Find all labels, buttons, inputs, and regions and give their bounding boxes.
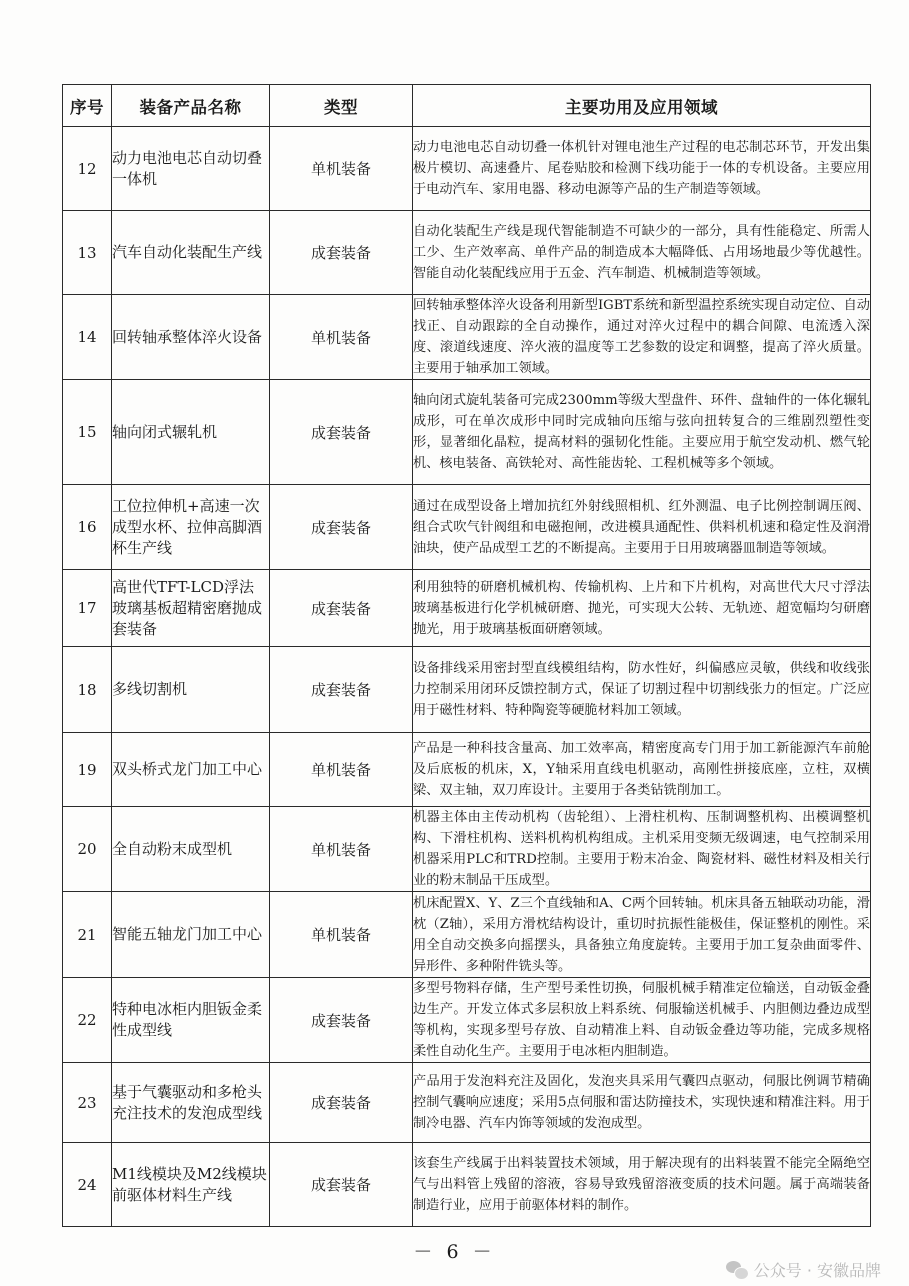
page-number: － 6 － <box>413 1241 496 1263</box>
row-description: 设备排线采用密封型直线模组结构，防水性好，纠偏感应灵敏，供线和收线张力控制采用闭环反馈控制方式，保证了切割过程中切割线张力的恒定。广泛应用于磁性材料、特种陶瓷等硬脆材料加工领域。 <box>413 647 871 733</box>
equipment-table <box>62 84 871 1227</box>
table-row <box>63 211 871 295</box>
watermark <box>726 1258 881 1281</box>
row-product-name: 双头桥式龙门加工中心 <box>112 733 270 807</box>
row-number: 12 <box>63 127 112 211</box>
row-product-name: 基于气囊驱动和多枪头充注技术的发泡成型线 <box>112 1063 270 1143</box>
row-product-name: 特种电冰柜内胆钣金柔性成型线 <box>112 978 270 1063</box>
row-type: 单机装备 <box>270 807 413 892</box>
row-product-name: 回转轴承整体淬火设备 <box>112 295 270 380</box>
row-number: 18 <box>63 647 112 733</box>
row-number: 13 <box>63 211 112 295</box>
header-no: 序号 <box>63 85 112 127</box>
row-product-name: 汽车自动化装配生产线 <box>112 211 270 295</box>
row-number: 20 <box>63 807 112 892</box>
table-row <box>63 1063 871 1143</box>
row-product-name: M1线模块及M2线模块前驱体材料生产线 <box>112 1143 270 1227</box>
row-number: 19 <box>63 733 112 807</box>
row-description: 动力电池电芯自动切叠一体机针对锂电池生产过程的电芯制芯环节，开发出集极片模切、高速叠片、尾卷贴胶和检测下线功能于一体的专机设备。主要应用于电动汽车、家用电器、移动电源等产品的生产制造等领域。 <box>413 127 871 211</box>
row-product-name: 轴向闭式辗轧机 <box>112 380 270 485</box>
table-row <box>63 892 871 978</box>
table-row <box>63 807 871 892</box>
row-number: 21 <box>63 892 112 978</box>
row-type: 单机装备 <box>270 733 413 807</box>
row-type: 成套装备 <box>270 570 413 647</box>
row-description: 回转轴承整体淬火设备利用新型IGBT系统和新型温控系统实现自动定位、自动找正、自动跟踪的全自动操作，通过对淬火过程中的耦合间隙、电流透入深度、滚道线速度、淬火液的温度等工艺参数的设定和调整，提高了淬火质量。主要用于轴承加工领域。 <box>413 295 871 380</box>
header-desc: 主要功用及应用领域 <box>413 85 871 127</box>
row-description: 该套生产线属于出料装置技术领域，用于解决现有的出料装置不能完全隔绝空气与出料管上残留的溶液，容易导致残留溶液变质的技术问题。属于高端装备制造行业，应用于前驱体材料的制作。 <box>413 1143 871 1227</box>
row-description: 通过在成型设备上增加抗红外射线照相机、红外测温、电子比例控制调压阀、组合式吹气针阀组和电磁抱闸，改进模具通配性、供料机机速和稳定性及润滑油块，使产品成型工艺的不断提高。主要用于日用玻璃器皿制造等领域。 <box>413 485 871 570</box>
row-description: 利用独特的研磨机械机构、传输机构、上片和下片机构，对高世代大尺寸浮法玻璃基板进行化学机械研磨、抛光，可实现大公转、无轨迹、超宽幅均匀研磨抛光，用于玻璃基板面研磨领域。 <box>413 570 871 647</box>
row-type: 成套装备 <box>270 978 413 1063</box>
table-row <box>63 380 871 485</box>
row-product-name: 多线切割机 <box>112 647 270 733</box>
row-type: 成套装备 <box>270 1063 413 1143</box>
row-number: 17 <box>63 570 112 647</box>
row-description: 机床配置X、Y、Z三个直线轴和A、C两个回转轴。机床具备五轴联动功能，滑枕（Z轴），采用方滑枕结构设计，重切时抗振性能极佳，保证整机的刚性。采用全自动交换多向摇摆头，具备独立角度旋转。主要用于加工复杂曲面零件、异形件、多种附件铣头等。 <box>413 892 871 978</box>
row-number: 22 <box>63 978 112 1063</box>
row-description: 产品是一种科技含量高、加工效率高，精密度高专门用于加工新能源汽车前舱及后底板的机床，X，Y轴采用直线电机驱动，高刚性拼接底座，立柱，双横梁、双主轴，双刀库设计。主要用于各类钻铣削加工。 <box>413 733 871 807</box>
wechat-icon <box>726 1261 748 1279</box>
table-row <box>63 485 871 570</box>
row-description: 机器主体由主传动机构（齿轮组）、上滑柱机构、压制调整机构、出模调整机构、下滑柱机构、送料机构机构组成。主机采用变频无级调速，电气控制采用机器采用PLC和TRD控制。主要用于粉末冶金、陶瓷材料、磁性材料及相关行业的粉末制品干压成型。 <box>413 807 871 892</box>
row-product-name: 智能五轴龙门加工中心 <box>112 892 270 978</box>
table-row <box>63 733 871 807</box>
row-number: 15 <box>63 380 112 485</box>
row-type: 成套装备 <box>270 211 413 295</box>
table-header-row <box>63 85 871 127</box>
row-number: 16 <box>63 485 112 570</box>
row-description: 产品用于发泡料充注及固化，发泡夹具采用气囊四点驱动，伺服比例调节精确控制气囊响应速度；采用5点伺服和雷达防撞技术，实现快速和精准注料。用于制冷电器、汽车内饰等领域的发泡成型。 <box>413 1063 871 1143</box>
row-type: 成套装备 <box>270 1143 413 1227</box>
row-product-name: 动力电池电芯自动切叠一体机 <box>112 127 270 211</box>
table-row <box>63 127 871 211</box>
row-number: 24 <box>63 1143 112 1227</box>
row-product-name: 工位拉伸机+高速一次成型水杯、拉伸高脚酒杯生产线 <box>112 485 270 570</box>
table-row <box>63 647 871 733</box>
row-product-name: 高世代TFT-LCD浮法玻璃基板超精密磨抛成套装备 <box>112 570 270 647</box>
row-product-name: 全自动粉末成型机 <box>112 807 270 892</box>
row-description: 轴向闭式旋轧装备可完成2300mm等级大型盘件、环件、盘轴件的一体化辗轧成形，可在单次成形中同时完成轴向压缩与弦向扭转复合的三维剧烈塑性变形，显著细化晶粒，提高材料的强韧化性能。主要应用于航空发动机、燃气轮机、核电装备、高铁轮对、高性能齿轮、工程机械等多个领域。 <box>413 380 871 485</box>
row-number: 14 <box>63 295 112 380</box>
header-name: 装备产品名称 <box>112 85 270 127</box>
table-row <box>63 1143 871 1227</box>
table-row <box>63 570 871 647</box>
row-type: 单机装备 <box>270 295 413 380</box>
table-row <box>63 295 871 380</box>
row-number: 23 <box>63 1063 112 1143</box>
row-type: 成套装备 <box>270 380 413 485</box>
row-type: 成套装备 <box>270 647 413 733</box>
row-type: 成套装备 <box>270 485 413 570</box>
row-description: 多型号物料存储，生产型号柔性切换，伺服机械手精准定位输送，自动钣金叠边生产。开发立体式多层积放上料系统、伺服输送机械手、内胆侧边叠边成型等机构，实现多型号存放、自动精准上料、自动钣金叠边等功能，完成多规格柔性自动化生产。主要用于电冰柜内胆制造。 <box>413 978 871 1063</box>
watermark-text: 公众号 · 安徽品牌 <box>753 1261 881 1280</box>
table-row <box>63 978 871 1063</box>
row-type: 单机装备 <box>270 892 413 978</box>
header-type: 类型 <box>270 85 413 127</box>
row-type: 单机装备 <box>270 127 413 211</box>
row-description: 自动化装配生产线是现代智能制造不可缺少的一部分，具有性能稳定、所需人工少、生产效率高、单件产品的制造成本大幅降低、占用场地最少等优越性。智能自动化装配线应用于五金、汽车制造、机械制造等领域。 <box>413 211 871 295</box>
